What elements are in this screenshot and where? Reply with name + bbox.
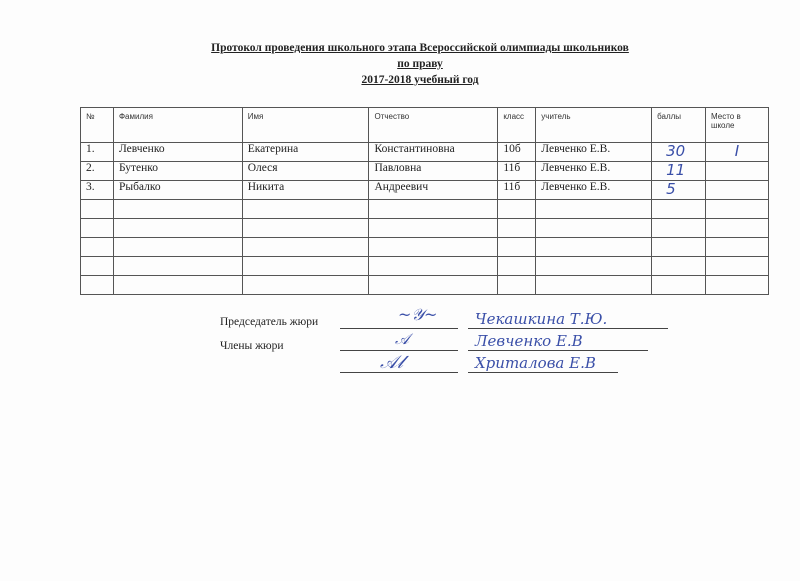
table-cell: Левченко Е.В. [536, 143, 652, 162]
table-cell: Андреевич [369, 181, 498, 200]
table-cell [242, 200, 369, 219]
table-cell: Рыбалко [113, 181, 242, 200]
table-cell: 1. [81, 143, 114, 162]
table-row [81, 276, 769, 295]
table-cell [706, 162, 769, 181]
column-header: класс [498, 108, 536, 143]
table-cell [81, 200, 114, 219]
table-cell [536, 276, 652, 295]
chair-name-line [468, 328, 668, 329]
table-cell [369, 276, 498, 295]
table-cell: 2. [81, 162, 114, 181]
table-row [81, 257, 769, 276]
members-label: Члены жюри [220, 340, 284, 352]
column-header: Место в школе [706, 108, 769, 143]
table-cell: Левченко Е.В. [536, 181, 652, 200]
member1-signature-line [340, 350, 458, 351]
table-cell [652, 200, 706, 219]
table-cell [498, 238, 536, 257]
chair-label: Председатель жюри [220, 316, 319, 328]
table-cell [652, 276, 706, 295]
table-cell: 11б [498, 162, 536, 181]
table-cell [652, 219, 706, 238]
table-cell [242, 276, 369, 295]
table-cell [536, 200, 652, 219]
table-cell: Олеся [242, 162, 369, 181]
table-cell [369, 238, 498, 257]
table-cell: 30 [652, 143, 706, 162]
table-cell: 3. [81, 181, 114, 200]
member1-name: Левченко Е.В [475, 332, 583, 350]
member1-signature: 𝒜 [395, 330, 410, 348]
table-row [81, 143, 769, 162]
table-cell [369, 219, 498, 238]
table-cell [81, 219, 114, 238]
column-header: Фамилия [113, 108, 242, 143]
table-cell: Константиновна [369, 143, 498, 162]
table-cell [706, 200, 769, 219]
table-cell [242, 219, 369, 238]
table-cell [498, 257, 536, 276]
table-cell [81, 238, 114, 257]
table-cell [81, 257, 114, 276]
table-cell: Екатерина [242, 143, 369, 162]
table-cell [113, 219, 242, 238]
table-cell [242, 257, 369, 276]
member2-signature: 𝒜𝓁 [380, 352, 404, 373]
table-cell: Левченко Е.В. [536, 162, 652, 181]
table-cell: 10б [498, 143, 536, 162]
table-row [81, 219, 769, 238]
column-header: учитель [536, 108, 652, 143]
table-cell [706, 276, 769, 295]
table-cell [369, 200, 498, 219]
table-cell [498, 276, 536, 295]
chair-name: Чекашкина Т.Ю. [475, 310, 608, 328]
table-cell: 11б [498, 181, 536, 200]
table-cell [706, 181, 769, 200]
table-row [81, 162, 769, 181]
table-cell [498, 219, 536, 238]
table-cell: Никита [242, 181, 369, 200]
chair-signature: ~𝒴~ [398, 305, 438, 324]
table-cell [242, 238, 369, 257]
table-cell: I [706, 143, 769, 162]
member2-name-line [468, 372, 618, 373]
table-cell [706, 238, 769, 257]
table-cell: 5 [652, 181, 706, 200]
table-cell: 11 [652, 162, 706, 181]
column-header: Имя [242, 108, 369, 143]
title-line-2: по праву [397, 58, 443, 70]
table-row [81, 238, 769, 257]
table-cell [113, 200, 242, 219]
member2-name: Хриталова Е.В [475, 354, 596, 372]
results-table [80, 107, 769, 295]
table-cell [706, 219, 769, 238]
table-cell [369, 257, 498, 276]
column-header: № [81, 108, 114, 143]
column-header: баллы [652, 108, 706, 143]
chair-signature-line [340, 328, 458, 329]
table-cell [113, 238, 242, 257]
table-cell [113, 257, 242, 276]
table-cell [652, 238, 706, 257]
table-row [81, 181, 769, 200]
table-cell [536, 219, 652, 238]
table-cell [113, 276, 242, 295]
member1-name-line [468, 350, 648, 351]
table-cell [536, 257, 652, 276]
table-cell [81, 276, 114, 295]
table-cell: Левченко [113, 143, 242, 162]
table-cell [536, 238, 652, 257]
table-cell: Павловна [369, 162, 498, 181]
table-cell [652, 257, 706, 276]
table-row [81, 200, 769, 219]
title-line-3: 2017-2018 учебный год [361, 74, 479, 86]
title-line-1: Протокол проведения школьного этапа Всероссийской олимпиады школьников [211, 42, 629, 54]
table-cell [498, 200, 536, 219]
table-cell: Бутенко [113, 162, 242, 181]
table-cell [706, 257, 769, 276]
column-header: Отчество [369, 108, 498, 143]
